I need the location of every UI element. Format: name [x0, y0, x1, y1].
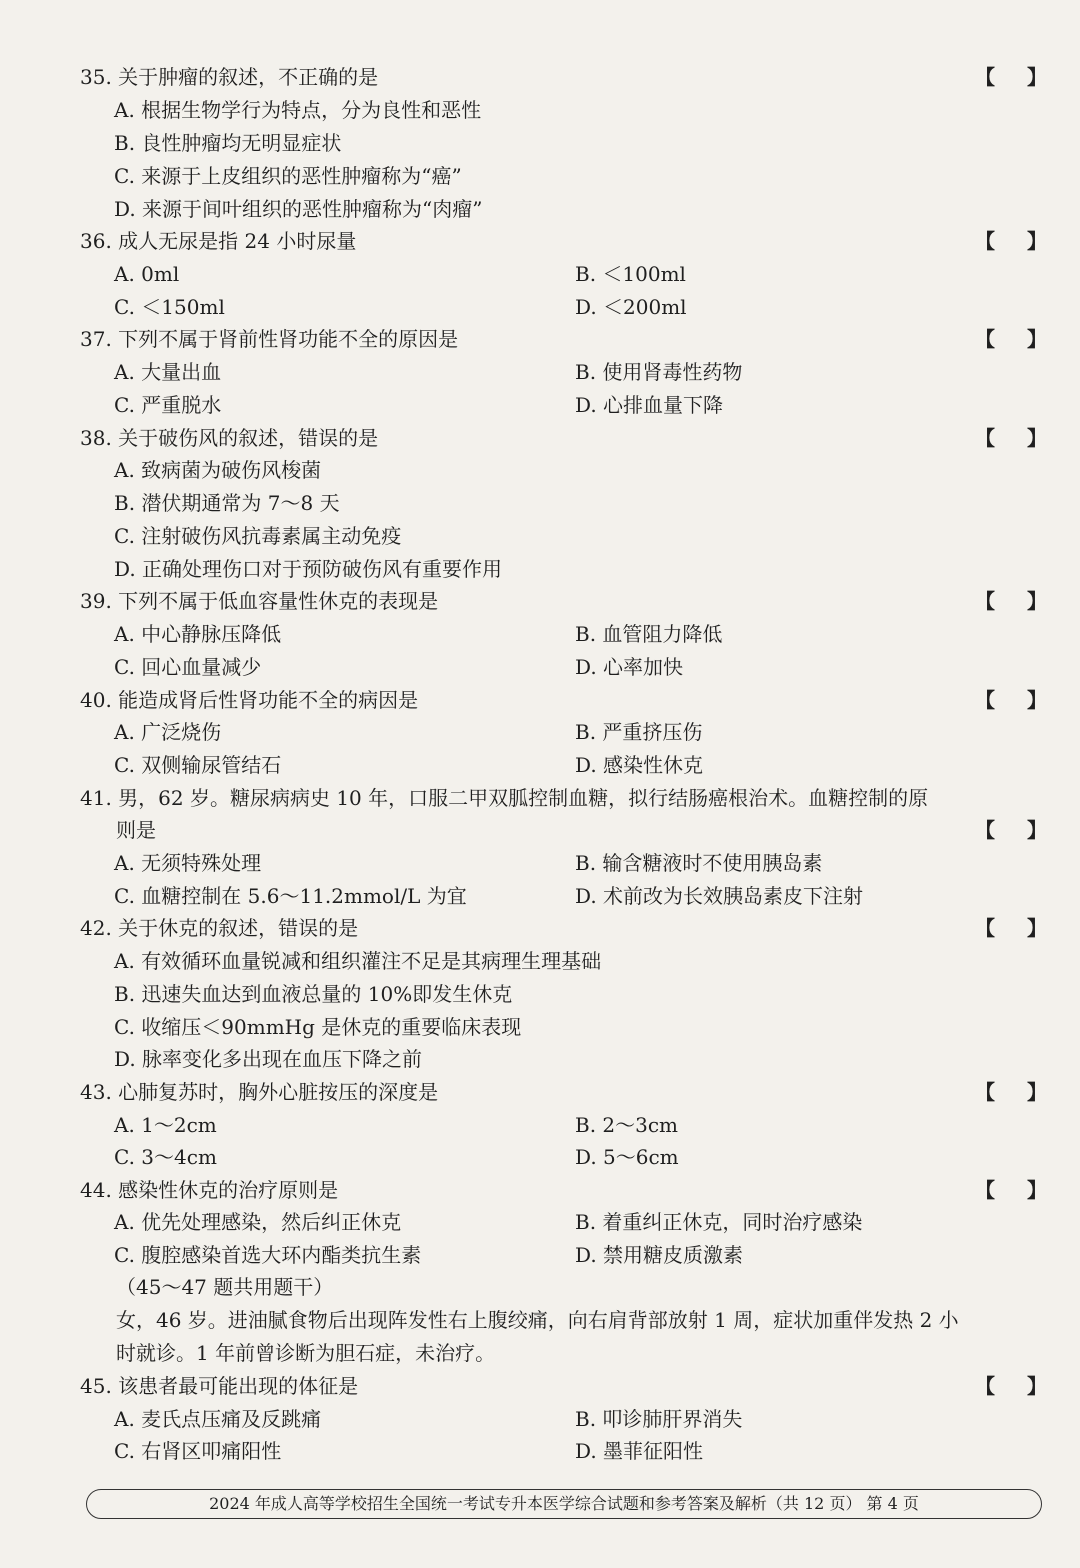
page-footer	[86, 1489, 1042, 1519]
bracket-close: 】	[1027, 589, 1047, 613]
option-a: A. 1～2cm	[114, 1113, 217, 1137]
bracket-open: 【	[975, 818, 995, 842]
question-stem: 39. 下列不属于低血容量性休克的表现是	[80, 589, 439, 613]
answer-bracket	[975, 1175, 1047, 1205]
option-b: B. 2～3cm	[575, 1113, 679, 1137]
question-stem: 38. 关于破伤风的叙述，错误的是	[80, 426, 379, 450]
bracket-open: 【	[975, 426, 995, 450]
answer-bracket	[975, 815, 1047, 845]
bracket-open: 【	[975, 229, 995, 253]
option-a: A. 麦氏点压痛及反跳痛	[114, 1407, 322, 1431]
option-a: A. 无须特殊处理	[114, 851, 262, 875]
option-b: B. 迅速失血达到血液总量的 10%即发生休克	[114, 982, 513, 1006]
bracket-open: 【	[975, 688, 995, 712]
option-a: A. 根据生物学行为特点，分为良性和恶性	[114, 98, 482, 122]
option-d: D. 感染性休克	[575, 753, 704, 777]
shared-stem-text: 女，46 岁。进油腻食物后出现阵发性右上腹绞痛，向右肩背部放射 1 周，症状加重伴发热 2 小	[116, 1308, 959, 1332]
option-b: B. 叩诊肺肝界消失	[575, 1407, 743, 1431]
answer-bracket	[975, 226, 1047, 256]
answer-bracket	[975, 1371, 1047, 1401]
shared-stem-text-continued: 时就诊。1 年前曾诊断为胆石症，未治疗。	[116, 1341, 496, 1365]
bracket-close: 】	[1027, 426, 1047, 450]
question-stem: 42. 关于休克的叙述，错误的是	[80, 916, 359, 940]
answer-bracket	[975, 1077, 1047, 1107]
option-c: C. 双侧输尿管结石	[114, 753, 282, 777]
option-c: C. 收缩压＜90mmHg 是休克的重要临床表现	[114, 1015, 522, 1039]
option-d: D. 墨菲征阳性	[575, 1439, 704, 1463]
option-a: A. 优先处理感染，然后纠正休克	[114, 1210, 402, 1234]
bracket-open: 【	[975, 327, 995, 351]
option-c: C. ＜150ml	[114, 295, 225, 319]
option-d: D. 术前改为长效胰岛素皮下注射	[575, 884, 864, 908]
option-c: C. 注射破伤风抗毒素属主动免疫	[114, 524, 402, 548]
bracket-close: 】	[1027, 65, 1047, 89]
option-b: B. 着重纠正休克，同时治疗感染	[575, 1210, 863, 1234]
bracket-open: 【	[975, 1178, 995, 1202]
option-c: C. 严重脱水	[114, 393, 222, 417]
option-b: B. 输含糖液时不使用胰岛素	[575, 851, 823, 875]
bracket-close: 】	[1027, 688, 1047, 712]
bracket-open: 【	[975, 916, 995, 940]
option-c: C. 3～4cm	[114, 1145, 217, 1169]
question-stem: 45. 该患者最可能出现的体征是	[80, 1374, 359, 1398]
question-stem: 44. 感染性休克的治疗原则是	[80, 1178, 339, 1202]
question-stem: 36. 成人无尿是指 24 小时尿量	[80, 229, 357, 253]
option-b: B. 潜伏期通常为 7～8 天	[114, 491, 340, 515]
bracket-open: 【	[975, 1080, 995, 1104]
option-d: D. 来源于间叶组织的恶性肿瘤称为“肉瘤”	[114, 197, 483, 221]
option-a: A. 广泛烧伤	[114, 720, 222, 744]
option-c: C. 右肾区叩痛阳性	[114, 1439, 282, 1463]
answer-bracket	[975, 913, 1047, 943]
footer-text: 2024 年成人高等学校招生全国统一考试专升本医学综合试题和参考答案及解析（共 12 页） 第 4 页	[209, 1494, 919, 1513]
question-stem: 37. 下列不属于肾前性肾功能不全的原因是	[80, 327, 459, 351]
bracket-close: 】	[1027, 1374, 1047, 1398]
option-a: A. 中心静脉压降低	[114, 622, 282, 646]
question-stem-continued: 则是	[116, 818, 156, 842]
option-b: B. 使用肾毒性药物	[575, 360, 743, 384]
answer-bracket	[975, 324, 1047, 354]
bracket-open: 【	[975, 65, 995, 89]
question-stem: 43. 心肺复苏时，胸外心脏按压的深度是	[80, 1080, 439, 1104]
option-a: A. 大量出血	[114, 360, 222, 384]
option-c: C. 来源于上皮组织的恶性肿瘤称为“癌”	[114, 164, 462, 188]
bracket-open: 【	[975, 589, 995, 613]
option-c: C. 回心血量减少	[114, 655, 262, 679]
answer-bracket	[975, 423, 1047, 453]
question-stem: 40. 能造成肾后性肾功能不全的病因是	[80, 688, 419, 712]
option-d: D. 正确处理伤口对于预防破伤风有重要作用	[114, 557, 503, 581]
option-a: A. 0ml	[114, 262, 180, 286]
option-d: D. 脉率变化多出现在血压下降之前	[114, 1047, 423, 1071]
option-b: B. 良性肿瘤均无明显症状	[114, 131, 342, 155]
bracket-close: 】	[1027, 1178, 1047, 1202]
option-d: D. 5～6cm	[575, 1145, 679, 1169]
answer-bracket	[975, 62, 1047, 92]
answer-bracket	[975, 685, 1047, 715]
option-d: D. 心排血量下降	[575, 393, 724, 417]
option-b: B. ＜100ml	[575, 262, 686, 286]
bracket-close: 】	[1027, 327, 1047, 351]
option-d: D. ＜200ml	[575, 295, 687, 319]
option-c: C. 腹腔感染首选大环内酯类抗生素	[114, 1243, 422, 1267]
question-stem: 35. 关于肿瘤的叙述，不正确的是	[80, 65, 379, 89]
option-c: C. 血糖控制在 5.6～11.2mmol/L 为宜	[114, 884, 467, 908]
option-b: B. 血管阻力降低	[575, 622, 723, 646]
answer-bracket	[975, 586, 1047, 616]
bracket-close: 】	[1027, 1080, 1047, 1104]
bracket-close: 】	[1027, 818, 1047, 842]
bracket-open: 【	[975, 1374, 995, 1398]
bracket-close: 】	[1027, 916, 1047, 940]
option-a: A. 致病菌为破伤风梭菌	[114, 458, 322, 482]
option-d: D. 禁用糖皮质激素	[575, 1243, 744, 1267]
shared-stem-label: （45～47 题共用题干）	[116, 1275, 334, 1299]
option-d: D. 心率加快	[575, 655, 684, 679]
option-a: A. 有效循环血量锐减和组织灌注不足是其病理生理基础	[114, 949, 602, 973]
bracket-close: 】	[1027, 229, 1047, 253]
question-stem: 41. 男，62 岁。糖尿病病史 10 年，口服二甲双胍控制血糖，拟行结肠癌根治术。血糖控制的原	[80, 786, 929, 810]
option-b: B. 严重挤压伤	[575, 720, 703, 744]
